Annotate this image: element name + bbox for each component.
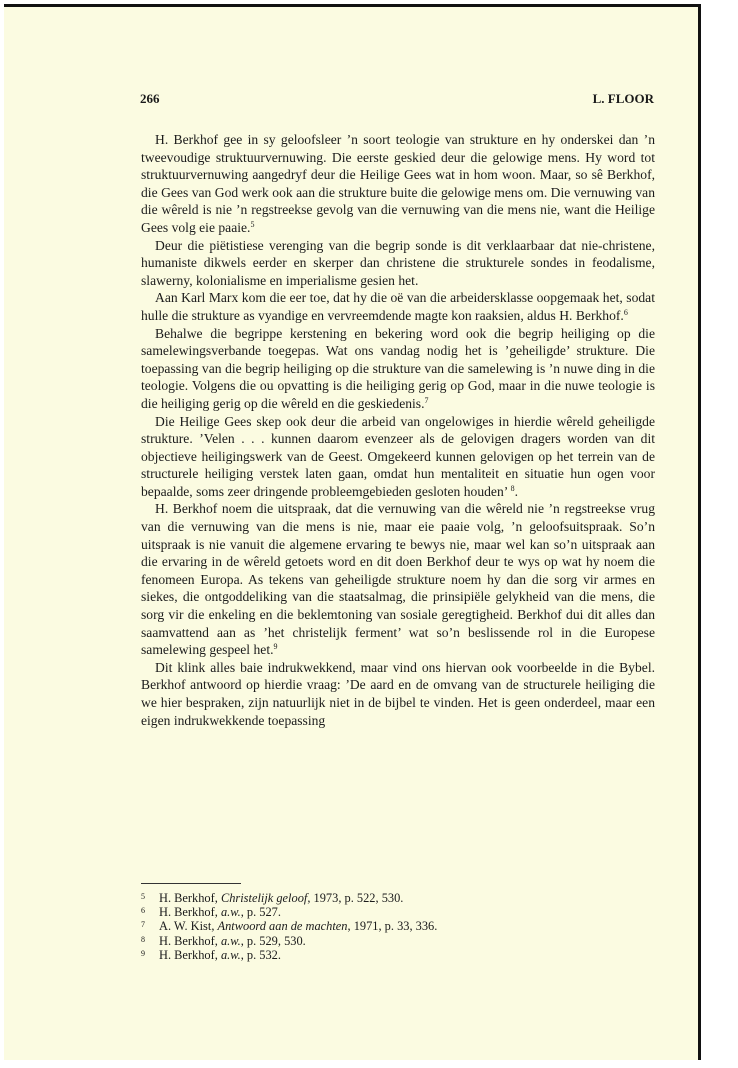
footnote-text: , p. 529, 530. xyxy=(240,933,306,948)
footnotes xyxy=(141,891,655,962)
paragraph xyxy=(141,659,655,729)
footnote-title: a.w. xyxy=(220,905,241,920)
footnote-rule xyxy=(141,883,241,884)
footnote-text: , p. 527. xyxy=(240,905,281,920)
paragraph-text: H. Berkhof gee in sy geloofsleer ’n soort teologie van strukture en hy onderskei dan ’n tweevoudige struktuurvernuwing. Die eerste geskied deur die gelowige mens. Hy word tot struktuurvernuwing aangedryf deur die Heilige Gees wat in hom woon. Maar, so sê Berkhof, die Gees van God werk ook aan die strukture buite die gelowige mens om. Die vernuwing van die wêreld is nie ’n regstreekse gevolg van die vernuwing van die mens nie, want die Heilige Gees volg eie paaie. xyxy=(141,132,655,235)
paragraph-text: H. Berkhof noem die uitspraak, dat die vernuwing van die wêreld nie ’n regstreekse vrug van die vernuwing van die mens is nie, maar eie paaie volg, ’n geloofsuitspraak. So’n uitspraak is nie vanuit die algemene ervaring te bewys nie, maar wel kan so’n uitspraak aan die ervaring in de wêreld getoets word en dit doen Berkhof deur te wys op wat hy noem die fenomeen Europa. As tekens van geheiligde strukture noem hy dan die sorg vir armes en siekes, die ontgoddeliking van die staatsalmag, die prinsipiële gelykheid van die mens, die sorg vir die enkeling en die beklemtoning van sosiale geregtigheid. Berkhof dui dit alles dan saamvattend aan as ’het christelijk ferment’ wat so’n beslissende rol in die Europese samelewing gespeel het. xyxy=(141,501,655,658)
footnote-text: A. W. Kist, xyxy=(159,919,218,934)
footnote-reference[interactable]: 9 xyxy=(273,642,278,652)
paragraph xyxy=(141,237,655,290)
document-page xyxy=(4,4,701,1060)
footnote-title: a.w. xyxy=(220,947,241,962)
footnote-text: H. Berkhof, xyxy=(159,891,221,905)
footnote-reference[interactable]: 7 xyxy=(424,395,429,405)
paragraph-text: Die Heilige Gees skep ook deur die arbeid van ongelowiges in hierdie wêreld geheiligde strukture. ’Velen . . . kunnen daarom evenzeer als de gelovigen dragers worden van dit objectieve heiligingswerk van de Geest. Omgekeerd kunnen gelovigen op het terrein van de structurele heiliging verstek laten gaan, omdat hun mentaliteit en situatie hun ogen voor bepaalde, soms zeer dringende probleemgebieden gesloten houden’ xyxy=(141,413,655,499)
footnote: 9 H. Berkhof, a.w., p. 532. xyxy=(141,947,281,962)
paragraph-text: Aan Karl Marx kom die eer toe, dat hy die oë van die arbeidersklasse oopgemaak het, sodat hulle die strukture as vyandige en vervreemdende magte kon raaksien, aldus H. Berkhof. xyxy=(141,290,655,323)
paragraph xyxy=(141,131,655,237)
paragraph xyxy=(141,325,655,413)
footnote-title: a.w. xyxy=(220,933,241,948)
footnote: 8 H. Berkhof, a.w., p. 529, 530. xyxy=(141,933,306,948)
footnote-title: Christelijk geloof xyxy=(220,891,308,905)
footnote: 7 A. W. Kist, Antwoord aan de machten, 1971, p. 33, 336. xyxy=(141,919,438,934)
footnote-text: H. Berkhof, xyxy=(159,905,221,920)
footnote-reference[interactable]: 5 xyxy=(250,219,255,229)
footnote-text: , p. 532. xyxy=(240,947,281,962)
footnote: 6 H. Berkhof, a.w., p. 527. xyxy=(141,905,281,920)
running-head: L. FLOOR xyxy=(592,91,654,106)
footnote-text: H. Berkhof, xyxy=(159,933,221,948)
paragraph xyxy=(141,289,655,324)
paragraph-text: Behalwe die begrippe kerstening en bekering word ook die begrip heiliging op die samelewingsverbande toegepas. Wat ons vandag nodig het is ’geheiligde’ strukture. Die toepassing van die begrip heiliging op die strukture van die samelewing is ’n nuwe ding in die teologie. Volgens die ou opvatting is die heiliging gerig op God, maar in die nuwe teologie is die heiliging gerig op die wêreld en die geskiedenis. xyxy=(141,325,655,411)
footnote-title: Antwoord aan de machten xyxy=(217,919,348,934)
footnote-text: , 1973, p. 522, 530. xyxy=(307,891,404,905)
footnote-reference[interactable]: 8 xyxy=(510,483,515,493)
page-number: 266 xyxy=(140,91,160,106)
paragraph-text: Dit klink alles baie indrukwekkend, maar vind ons hiervan ook voorbeelde in die Bybel. Berkhof antwoord op hierdie vraag: ’De aard en de omvang van de structurele heiliging die we hier bespraken, zijn natuurlijk niet in de bijbel te vinden. Het is geen onderdeel, maar een eigen indrukwekkende toepassing xyxy=(141,659,655,728)
footnote: 5 H. Berkhof, Christelijk geloof, 1973, p. 522, 530. xyxy=(141,891,404,905)
body-text xyxy=(141,131,655,729)
paragraph xyxy=(141,500,655,658)
footnote-text: , 1971, p. 33, 336. xyxy=(347,919,438,934)
footnote-reference[interactable]: 6 xyxy=(623,307,628,317)
footnote-text: H. Berkhof, xyxy=(159,947,221,962)
paragraph-text: . xyxy=(514,483,519,499)
paragraph xyxy=(141,413,655,501)
paragraph-text: Deur die piëtistiese verenging van die begrip sonde is dit verklaarbaar dat nie-christene, humaniste dikwels eerder en skerper dan christene die strukturele sondes in feodalisme, slawerny, kolonialisme en imperialisme gesien het. xyxy=(141,237,655,288)
